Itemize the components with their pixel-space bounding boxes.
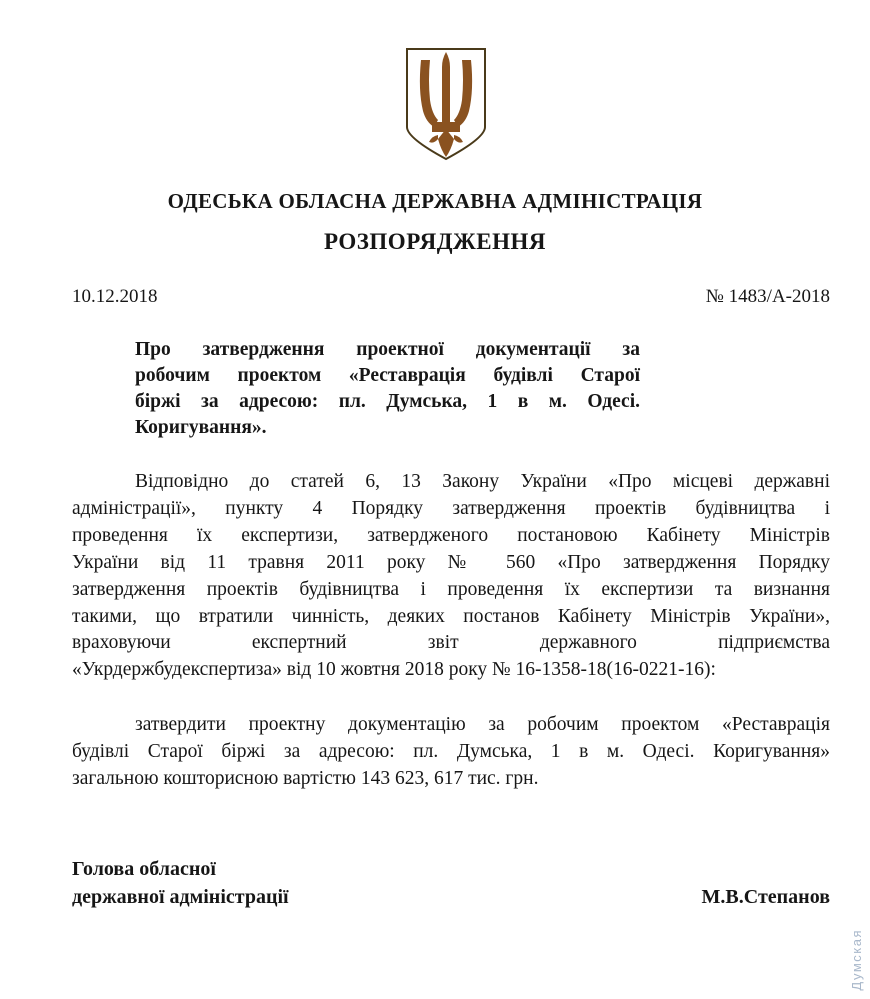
signatory-title: [72, 855, 289, 911]
body-line: проведення їх експертизи, затвердженого постановою Кабінету Міністрів: [72, 524, 830, 546]
subject-paragraph: [135, 337, 640, 441]
coat-of-arms-icon: [401, 44, 491, 164]
signatory-title-line: державної адміністрації: [72, 886, 289, 908]
body-line: України від 11 травня 2011 року № 560 «Про затвердження Порядку: [72, 551, 830, 573]
subject-line: біржі за адресою: пл. Думська, 1 в м. Одесі.: [135, 391, 640, 412]
document-type-title: РОЗПОРЯДЖЕННЯ: [323, 229, 547, 254]
subject-line: Про затвердження проектної документації за: [135, 339, 640, 360]
signatory-title-line: Голова обласної: [72, 858, 216, 880]
body-line: такими, що втратили чинність, деяких постанов Кабінету Міністрів України»,: [72, 605, 830, 627]
document-number: № 1483/А-2018: [705, 286, 830, 307]
watermark: Думская: [849, 929, 864, 991]
body-paragraph-1: [72, 469, 830, 684]
body-line: адміністрації», пункту 4 Порядку затвердження проектів будівництва і: [72, 497, 830, 519]
body-line: загальною кошторисною вартістю 143 623, 617 тис. грн.: [72, 768, 539, 789]
body-line: враховуючи експертний звіт державного підприємства: [72, 632, 830, 654]
subject-line: робочим проектом «Реставрація будівлі Старої: [135, 365, 640, 386]
body-line: затвердити проектну документацію за робочим проектом «Реставрація: [135, 714, 830, 735]
body-line: «Укрдержбудекспертиза» від 10 жовтня 2018 року № 16-1358-18(16-0221-16):: [72, 659, 716, 681]
body-paragraph-2: [72, 711, 830, 792]
body-line: Відповідно до статей 6, 13 Закону України «Про місцеві державні: [135, 471, 830, 492]
signatory-name: М.В.Степанов: [701, 886, 830, 908]
document-date: 10.12.2018: [72, 286, 158, 307]
document-meta-row: [72, 286, 830, 308]
organization-title: ОДЕСЬКА ОБЛАСНА ДЕРЖАВНА АДМІНІСТРАЦІЯ: [167, 189, 703, 213]
signature-block: [72, 855, 830, 911]
subject-line: Коригування».: [135, 417, 267, 438]
body-line: затвердження проектів будівництва і проведення їх експертизи та визнання: [72, 578, 830, 600]
body-line: будівлі Старої біржі за адресою: пл. Думська, 1 в м. Одесі. Коригування»: [72, 741, 830, 762]
